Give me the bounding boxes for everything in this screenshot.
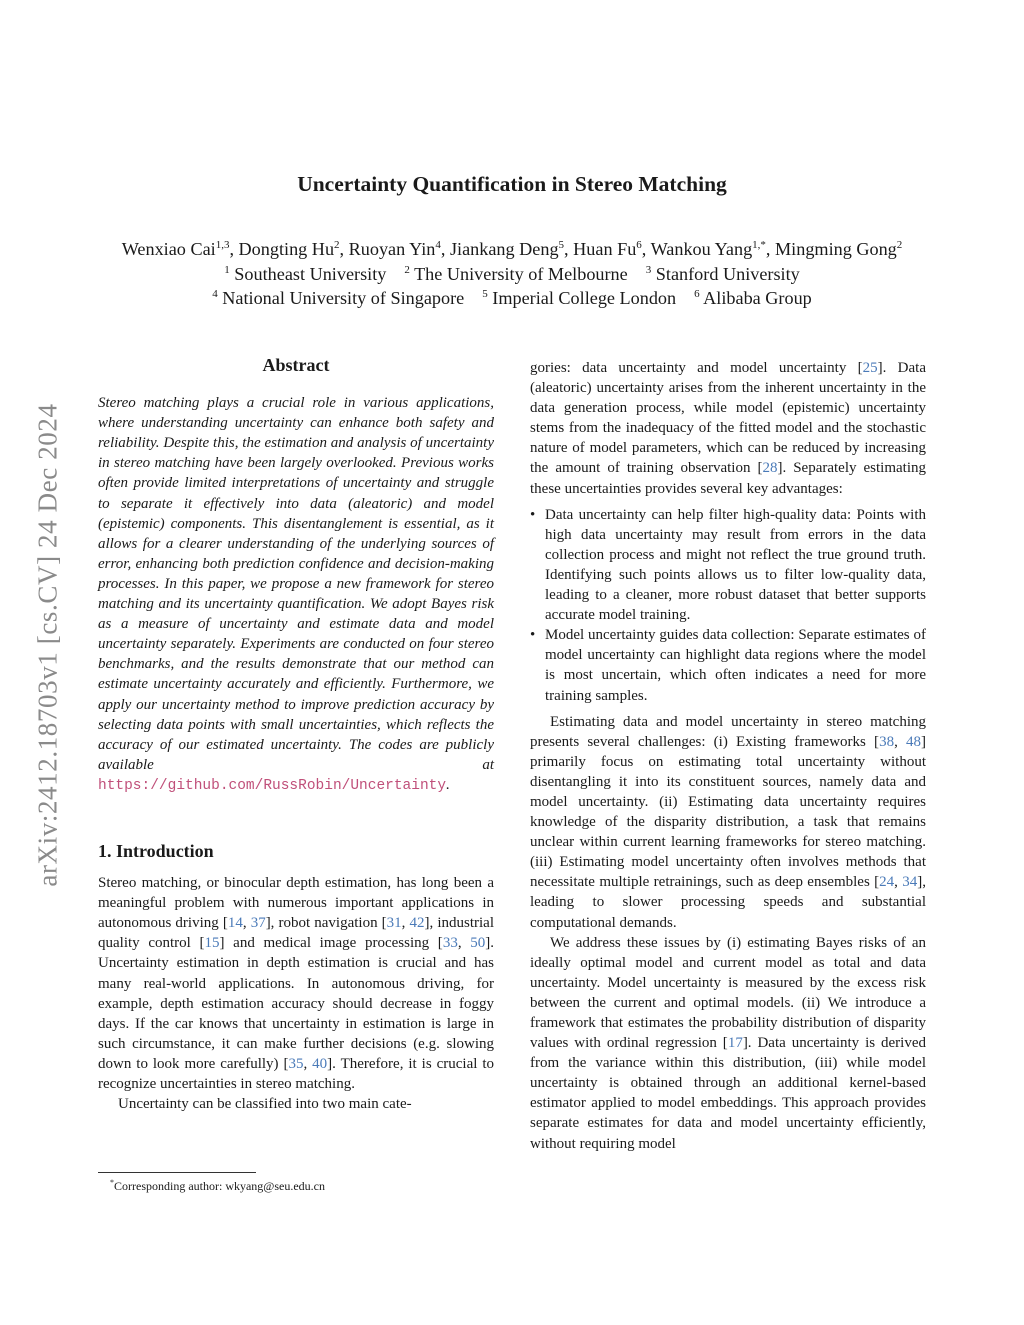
right-paragraph-3: We address these issues by (i) estimating Bayes risks of an ideally optimal model and current model as total and data uncertainty. Model uncertainty is measured by the excess risk between the current and optimal models. (ii) We introduce a framework that estimates the probability distribution of disparity values with ordinal regression [17]. Data uncertainty is derived from the variance within this distribution, (iii) while model uncertainty is obtained through an additional kernel-based estimator applied to model embeddings. This approach provides separate estimates for data and model uncertainty efficiently, without requiring model — [530, 934, 927, 1152]
citation-ref[interactable]: 40 — [312, 1055, 328, 1072]
citation-ref[interactable]: 48 — [906, 733, 922, 750]
right-paragraph-1: gories: data uncertainty and model uncertainty [25]. Data (aleatoric) uncertainty arises from the inherent uncertainty in the data generation process, while model (epistemic) uncertainty stems from the inadequacy of the fitted model and the stochastic nature of model parameters, which can be reduced by increasing the amount of training observation [28]. Separately estimating these uncertainties provides several key advantages: — [530, 360, 926, 497]
affiliation: $^4$ National University of Singapore — [212, 288, 465, 309]
abstract-body: Stereo matching plays a crucial role in various applications, where understanding uncertainty can enhance both safety and reliability. Despite this, the estimation and analysis of uncertainty in stereo matching have been largely overlooked. Previous works often provide limited interpretations of uncertainty and struggle to separate it effectively into data (aleatoric) and model (epistemic) components. This disentanglement is essential, as it allows for a clearer understanding of the underlying sources of error, enhancing both prediction confidence and decision-making processes. In this paper, we propose a new framework for stereo matching and its uncertainty quantification. We adopt Bayes risk as a measure of uncertainty and estimate data and model uncertainty separately. Experiments are conducted on four stereo benchmarks, and the results demonstrate that our method can estimate uncertainty accurately and efficiently. Furthermore, we apply our uncertainty method to improve prediction accuracy by selecting data points with small uncertainties, which reflects the accuracy of our estimated uncertainty. The codes are publicly available at — [98, 395, 494, 773]
author-name: Mingming Gong — [775, 239, 897, 260]
author-affiliation-marker: 2 — [334, 239, 340, 251]
affiliations-row-2 — [0, 288, 1024, 309]
code-link[interactable]: https://github.com/RussRobin/Uncertainty — [98, 777, 447, 794]
citation-ref[interactable]: 24 — [879, 874, 895, 891]
author-name: Wenxiao Cai — [121, 239, 216, 260]
author-affiliation-marker: 1,* — [752, 239, 766, 251]
citation-ref[interactable]: 25 — [862, 360, 878, 376]
affiliation: $^2$ The University of Melbourne — [404, 264, 628, 285]
right-column — [530, 358, 926, 1154]
author-name: Huan Fu — [573, 239, 637, 260]
citation-ref[interactable]: 15 — [204, 935, 220, 952]
author-name: Wankou Yang — [650, 239, 753, 260]
citation-ref[interactable]: 28 — [762, 460, 778, 477]
list-item: • Model uncertainty guides data collection: Separate estimates of model uncertainty can highlight data regions where the model is most uncertain, which often indicates a need for more training samples. — [530, 625, 926, 705]
affiliations-row-1 — [0, 264, 1024, 285]
footnote-rule — [98, 1172, 256, 1173]
intro-paragraph-2: Uncertainty can be classified into two main cate- — [118, 1096, 412, 1113]
abstract-heading: Abstract — [262, 355, 330, 375]
citation-ref[interactable]: 34 — [902, 874, 918, 891]
footnote: *Corresponding author: wkyang@seu.edu.cn — [110, 1178, 326, 1193]
author-name: Jiankang Deng — [449, 239, 559, 260]
list-item: • Data uncertainty can help filter high-quality data: Points with high data uncertainty may result from errors in the data collection process and might not reflect the true ground truth. Identifying such points allows us to filter low-quality data, leading to a cleaner, more robust dataset that better supports accurate model training. — [530, 505, 926, 626]
affiliation: $^6$ Alibaba Group — [694, 288, 812, 309]
affiliation: $^1$ Southeast University — [224, 264, 387, 285]
arxiv-identifier: arXiv:2412.18703v1 [cs.CV] 24 Dec 2024 — [32, 403, 63, 887]
author-name: Ruoyan Yin — [348, 239, 436, 260]
intro-paragraph-1: Stereo matching, or binocular depth estimation, has long been a meaningful problem with numerous important applications in autonomous driving [14, 37], robot navigation [31, 42], industrial quality control [15] and medical image processing [33, 50]. Uncertainty estimation in depth estimation is crucial and has many real-world applications. In autonomous driving, for example, depth estimation accuracy should decrease in foggy days. If the car knows that uncertainty in estimation is large in such circumstance, it can make further decisions (e.g. slowing down to look more carefully) [35, 40]. Therefore, it is crucial to recognize uncertainties in stereo matching. — [98, 875, 495, 1092]
citation-ref[interactable]: 17 — [727, 1035, 743, 1052]
section-heading-introduction: 1. Introduction — [98, 840, 214, 861]
author-affiliation-marker: 2 — [896, 239, 903, 251]
author-name: Dongting Hu — [238, 239, 335, 260]
affiliation: $^5$ Imperial College London — [482, 288, 677, 309]
advantages-list — [530, 505, 926, 706]
citation-ref[interactable]: 42 — [409, 915, 425, 932]
citation-ref[interactable]: 37 — [250, 915, 266, 932]
citation-ref[interactable]: 38 — [879, 733, 895, 750]
author-affiliation-marker: 5 — [558, 239, 565, 251]
citation-ref[interactable]: 14 — [227, 915, 243, 932]
right-paragraph-2: Estimating data and model uncertainty in stereo matching presents several challenges: (i) Existing frameworks [38, 48] primarily focus on estimating total uncertainty without disentangling it into its constituent sources, namely data and model uncertainty. (ii) Estimating data uncertainty requires knowledge of the disparity distribution, a task that remains unclear within current learning frameworks for stereo matching. (iii) Estimating model uncertainty often involves methods that necessitate multiple retrainings, such as deep ensembles [24, 34], leading to slower processing speeds and substantial computational demands. — [530, 713, 927, 931]
paper-title: Uncertainty Quantification in Stereo Matching — [297, 172, 727, 196]
left-column — [98, 355, 494, 1114]
author-affiliation-marker: 6 — [636, 239, 642, 251]
citation-ref[interactable]: 35 — [288, 1055, 304, 1072]
citation-ref[interactable]: 50 — [470, 935, 486, 952]
citation-ref[interactable]: 31 — [386, 915, 402, 932]
author-affiliation-marker: 1,3 — [215, 239, 230, 251]
abstract-text: Stereo matching plays a crucial role in various applications, where understanding uncertainty can enhance both safety and reliability. Despite this, the estimation and analysis of uncertainty in stereo matching have been largely overlooked. Previous works often provide limited interpretations of uncertainty and struggle to separate it effectively into data (aleatoric) and model (epistemic) components. This disentanglement is essential, as it allows for a clearer understanding of the underlying sources of error, enhancing both prediction confidence and decision-making processes. In this paper, we propose a new framework for stereo matching and its uncertainty quantification. We adopt Bayes risk as a measure of uncertainty and estimate data and model uncertainty separately. Experiments are conducted on four stereo benchmarks, and the results demonstrate that our method can estimate uncertainty accurately and efficiently. Furthermore, we apply our uncertainty method to improve prediction accuracy by selecting data points with small uncertainties, which reflects the accuracy of our estimated uncertainty. The codes are publicly available at https://github.com/RussRobin/Uncertainty. — [98, 395, 494, 794]
citation-ref[interactable]: 33 — [442, 935, 458, 952]
author-affiliation-marker: 4 — [435, 239, 441, 251]
affiliation: $^3$ Stanford University — [645, 264, 800, 285]
author-list: Wenxiao Cai$^{1,3}$, Dongting Hu$^2$, Ruoyan Yin$^4$, Jiankang Deng$^5$, Huan Fu$^6$, Wankou Yang$^{1,*}$, Mingming Gong$^2$ — [121, 239, 903, 260]
